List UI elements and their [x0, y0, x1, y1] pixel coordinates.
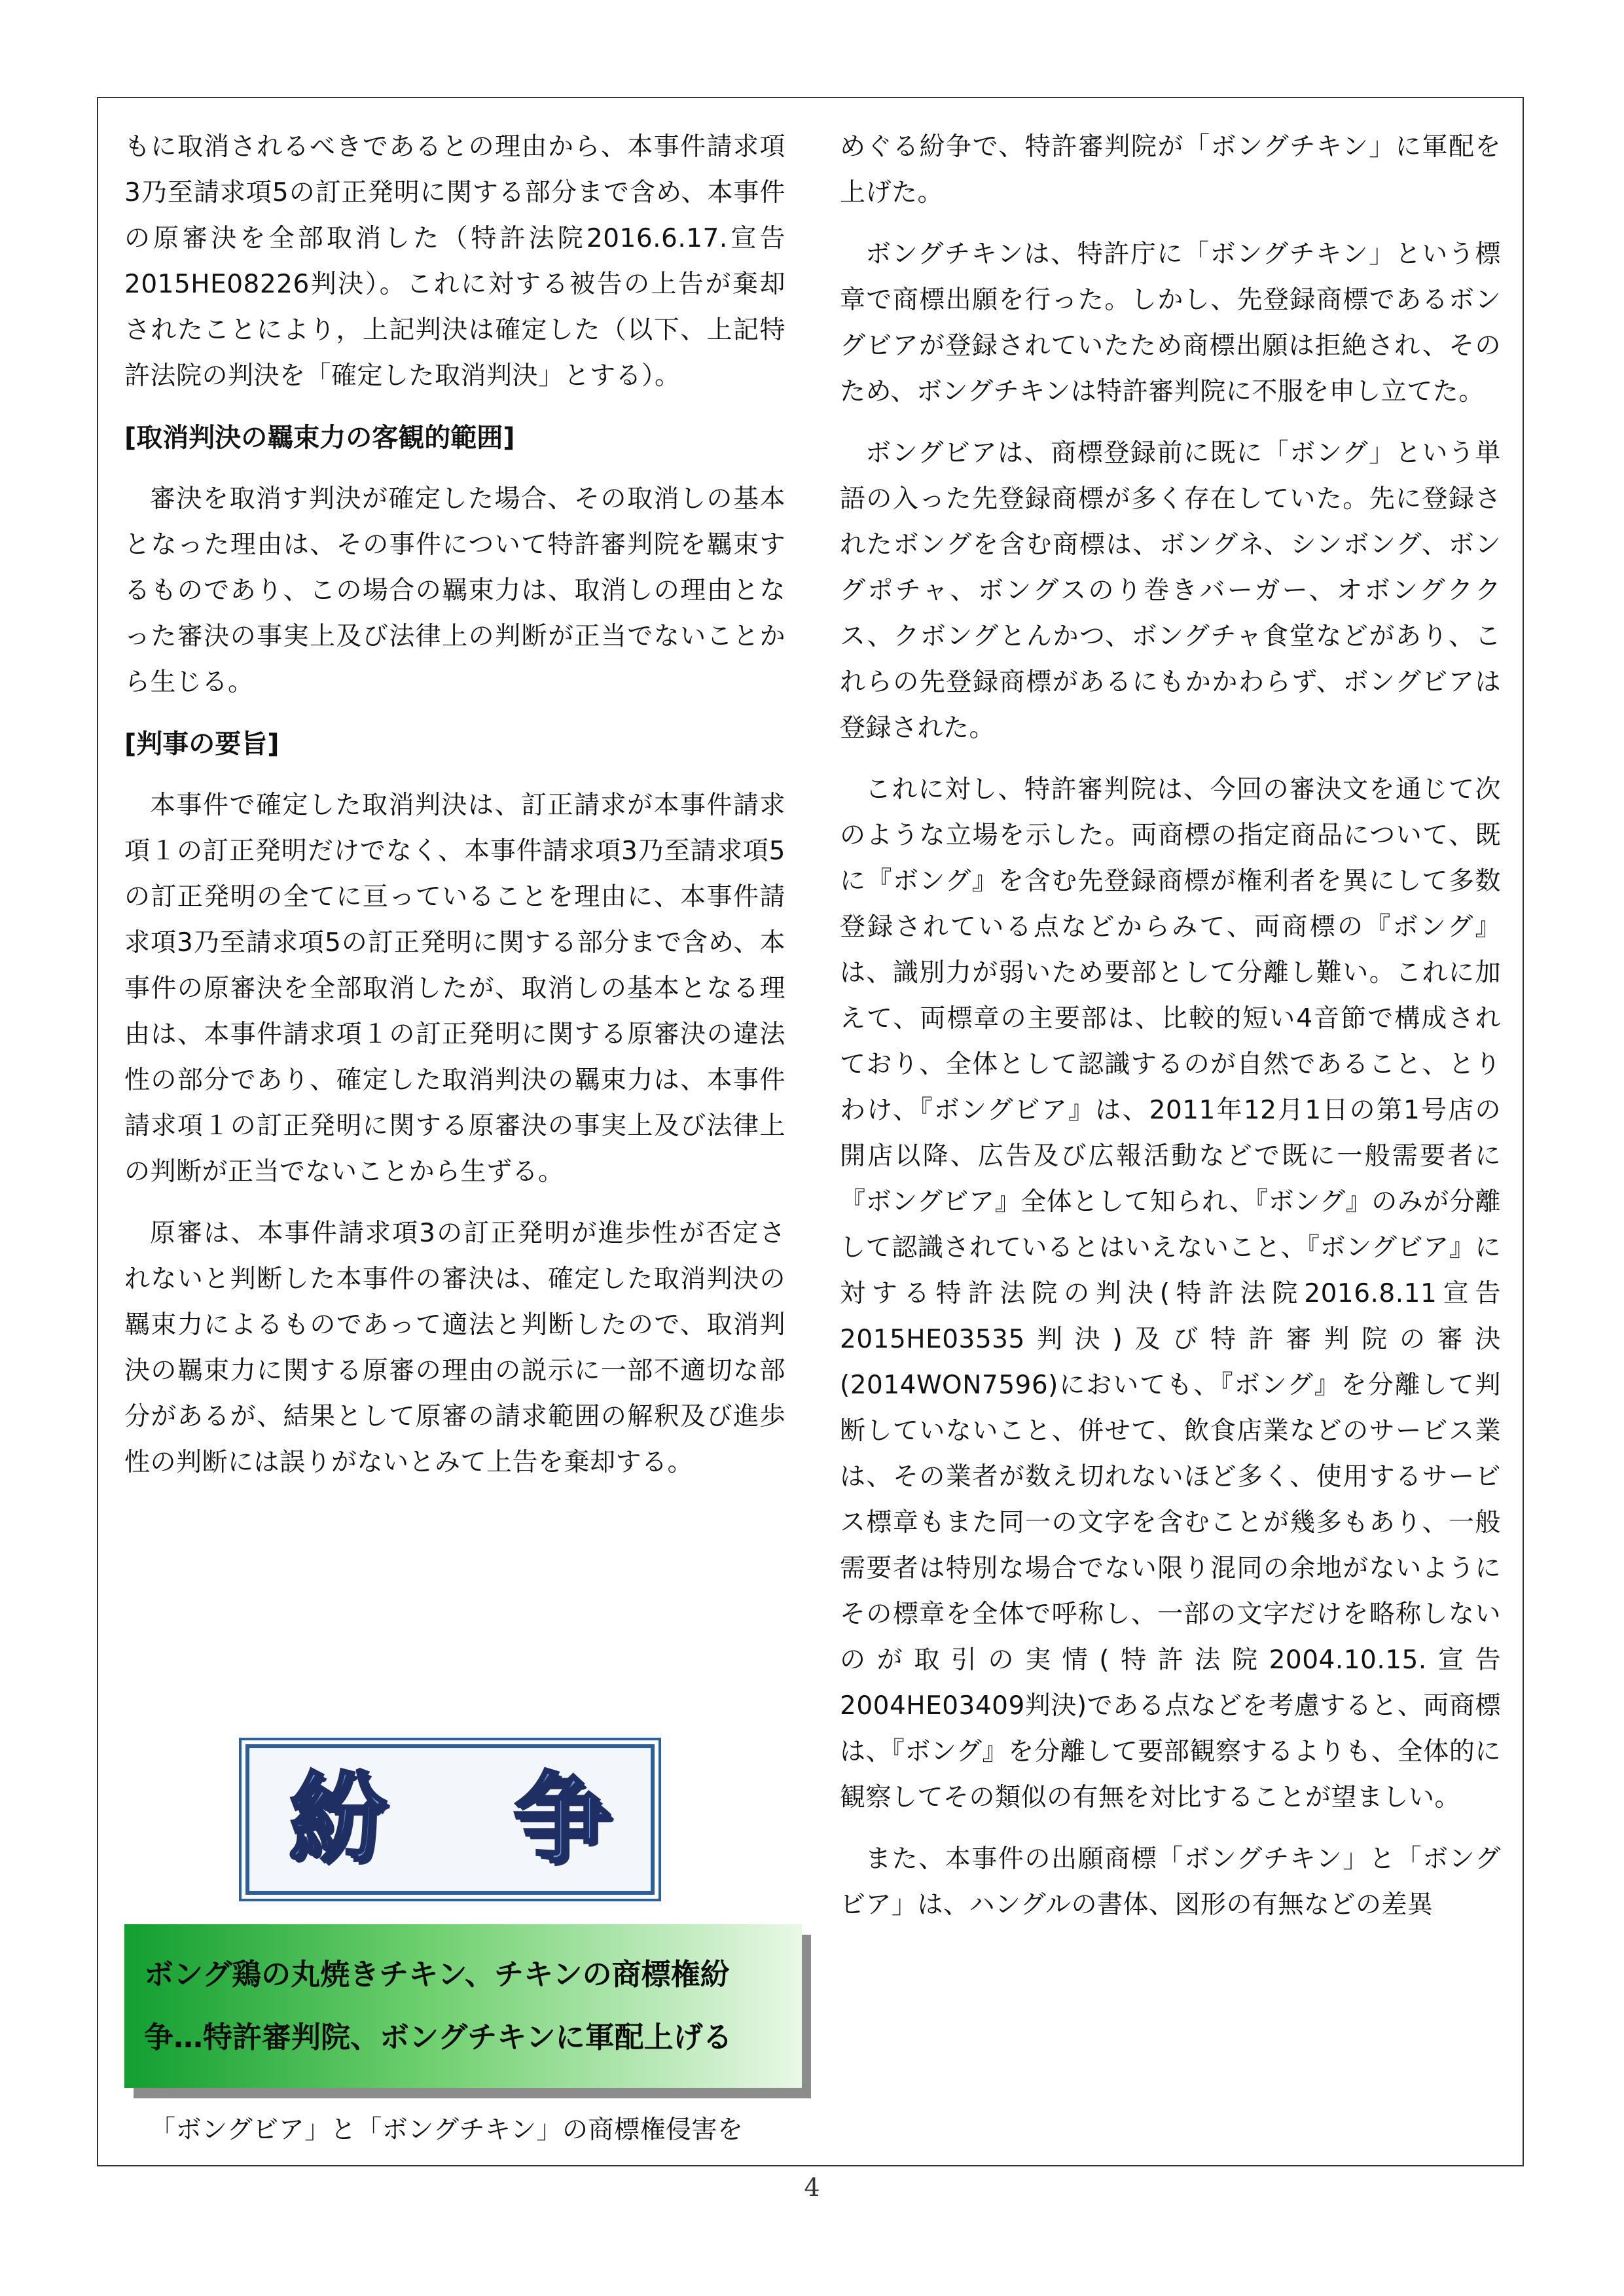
- right-paragraph-3: ボングビアは、商標登録前に既に「ボング」という単語の入った先登録商標が多く存在していた。先に登録されたボングを含む商標は、ボングネ、シンボング、ボングポチャ、ボングスのり巻きバーガー、オボングククス、クボングとんかつ、ボングチャ食堂などがあり、これらの先登録商標があるにもかかわらず、ボングビアは登録された。: [840, 439, 1501, 743]
- page-number: 4: [804, 2173, 820, 2202]
- left-column: [124, 124, 785, 1501]
- left-paragraph-1: もに取消されるべきであるとの理由から、本事件請求項3乃至請求項5の訂正発明に関する部分まで含め、本事件の原審決を全部取消した（特許法院2016.6.17.宣告2015HE08226判決）。これに対する被告の上告が棄却されたことにより，上記判決は確定した（以下、上記特許法院の判決を「確定した取消判決」とする）。: [124, 132, 785, 391]
- dispute-char-2: 争: [513, 1763, 611, 1876]
- right-paragraph-1: めぐる紛争で、特許審判院が「ボングチキン」に軍配を上げた。: [840, 132, 1501, 207]
- right-column: [840, 124, 1501, 1944]
- dispute-char-1: 紛: [289, 1763, 388, 1876]
- article-headline-banner: [124, 1924, 802, 2088]
- headline-line-1: ボング鶏の丸焼きチキン、チキンの商標権紛: [144, 1957, 730, 1992]
- right-paragraph-4: これに対し、特許審判院は、今回の審決文を通じて次のような立場を示した。両商標の指定商品について、既に『ボング』を含む先登録商標が権利者を異にして多数登録されている点などからみて、両商標の『ボング』は、識別力が弱いため要部として分離し難い。これに加えて、両標章の主要部は、比較的短い4音節で構成されており、全体として認識するのが自然であること、とりわけ、『ボングビア』は、2011年12月1日の第1号店の開店以降、広告及び広報活動などで既に一般需要者に『ボングビア』全体として知られ、『ボング』のみが分離して認識されているとはいえないこと、『ボングビア』に対する特許法院の判決(特許法院2016.8.11宣告2015HE03535判決)及び特許審判院の審決(2014WON7596)においても、『ボング』を分離して判断していないこと、併せて、飲食店業などのサービス業は、その業者が数え切れないほど多く、使用するサービス標章もまた同一の文字を含むことが幾多もあり、一般需要者は特別な場合でない限り混同の余地がないようにその標章を全体で呼称し、一部の文字だけを略称しないのが取引の実情(特許法院2004.10.15.宣告2004HE03409判決)である点などを考慮すると、両商標は、『ボング』を分離して要部観察するよりも、全体的に観察してその類似の有無を対比することが望ましい。: [840, 775, 1501, 1812]
- section-heading-binding-force: [取消判決の羈束力の客観的範囲]: [124, 423, 515, 453]
- left-trailing-block: [124, 2108, 785, 2169]
- left-trailing-paragraph: 「ボングビア」と「ボングチキン」の商標権侵害を: [150, 2115, 744, 2145]
- right-paragraph-5: また、本事件の出願商標「ボングチキン」と「ボングビア」は、ハングルの書体、図形の有無などの差異: [840, 1844, 1501, 1920]
- dispute-title-box: [245, 1744, 655, 1895]
- left-paragraph-4: 原審は、本事件請求項3の訂正発明が進歩性が否定されないと判断した本事件の審決は、確定した取消判決の羈束力によるものであって適法と判断したので、取消判決の羈束力に関する原審の理由の説示に一部不適切な部分があるが、結果として原審の請求範囲の解釈及び進歩性の判断には誤りがないとみて上告を棄却する。: [124, 1219, 785, 1477]
- headline-line-2: 争…特許審判院、ボングチキンに軍配上げる: [144, 2020, 732, 2054]
- section-heading-summary: [判事の要旨]: [124, 729, 280, 759]
- right-paragraph-2: ボングチキンは、特許庁に「ボングチキン」という標章で商標出願を行った。しかし、先登録商標であるボングビアが登録されていたため商標出願は拒絶され、そのため、ボングチキンは特許審判院に不服を申し立てた。: [840, 240, 1501, 406]
- left-paragraph-2: 審決を取消す判決が確定した場合、その取消しの基本となった理由は、その事件について特許審判院を羈束するものであり、この場合の羈束力は、取消しの理由となった審決の事実上及び法律上の判断が正当でないことから生じる。: [124, 484, 785, 697]
- left-paragraph-3: 本事件で確定した取消判決は、訂正請求が本事件請求項１の訂正発明だけでなく、本事件請求項3乃至請求項5の訂正発明の全てに亘っていることを理由に、本事件請求項3乃至請求項5の訂正発明に関する部分まで含め、本事件の原審決を全部取消したが、取消しの基本となる理由は、本事件請求項１の訂正発明に関する原審決の違法性の部分であり、確定した取消判決の羈束力は、本事件請求項１の訂正発明に関する原審決の事実上及び法律上の判断が正当でないことから生ずる。: [124, 791, 785, 1187]
